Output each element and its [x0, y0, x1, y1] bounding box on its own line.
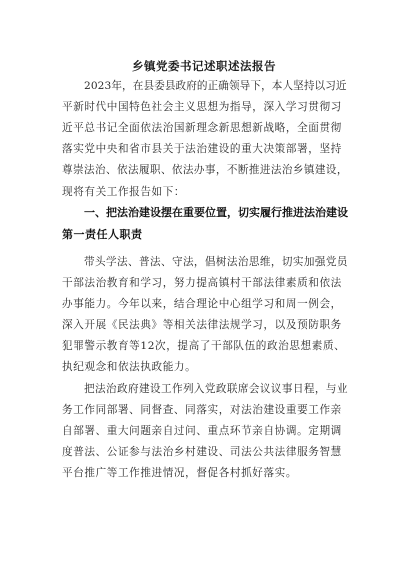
- intro-line-4: 落实党中央和省市县关于法治建设的重大决策部署，坚持: [62, 143, 342, 155]
- intro-line-5: 尊崇法治、依法履职、依法办事，不断推进法治乡镇建设，: [62, 164, 348, 176]
- section-1-para-1-line-3: 办事能力。今年以来，结合理论中心组学习和周一例会，: [62, 298, 342, 310]
- section-1-para-1-line-1: 带头学法、普法、守法，倡树法治思维，切实加强党员: [84, 256, 348, 268]
- intro-line-2: 平新时代中国特色社会主义思想为指导，深入学习贯彻习: [62, 101, 342, 113]
- intro-line-6: 现将有关工作报告如下：: [62, 186, 186, 198]
- intro-line-3: 近平总书记全面依法治国新理念新思想新战略，全面贯彻: [62, 122, 342, 134]
- section-1-para-2-line-2: 务工作同部署、同督查、同落实，对法治建设重要工作亲: [62, 404, 342, 416]
- document-title: 乡镇党委书记述职述法报告: [132, 59, 276, 73]
- section-1-para-2-line-4: 度普法、公证参与法治乡村建设、司法公共法律服务智慧: [62, 446, 342, 458]
- section-1-para-1-line-2: 干部法治教育和学习，努力提高镇村干部法律素质和依法: [62, 277, 342, 289]
- section-1-heading-line-2: 第一责任人职责: [62, 228, 143, 241]
- section-1-heading-line-1: 一、把法治建设摆在重要位置，切实履行推进法治建设: [84, 206, 348, 219]
- section-1-para-1-line-4: 深入开展《民法典》等相关法律法规学习，以及预防职务: [62, 319, 342, 331]
- intro-line-1: 2023年，在县委县政府的正确领导下，本人坚持以习近: [84, 80, 347, 92]
- section-1-para-2-line-3: 自部署、重大问题亲自过问、重点环节亲自协调。定期调: [62, 425, 342, 437]
- section-1-para-2-line-1: 把法治政府建设工作列入党政联席会议议事日程，与业: [84, 383, 348, 395]
- section-1-para-1-line-5: 犯罪警示教育等12次，提高了干部队伍的政治思想素质、: [62, 340, 346, 352]
- section-1-para-2-line-5: 平台推广等工作推进情况，督促各村抓好落实。: [62, 467, 298, 479]
- section-1-para-1-line-6: 执纪观念和依法执政能力。: [62, 361, 197, 373]
